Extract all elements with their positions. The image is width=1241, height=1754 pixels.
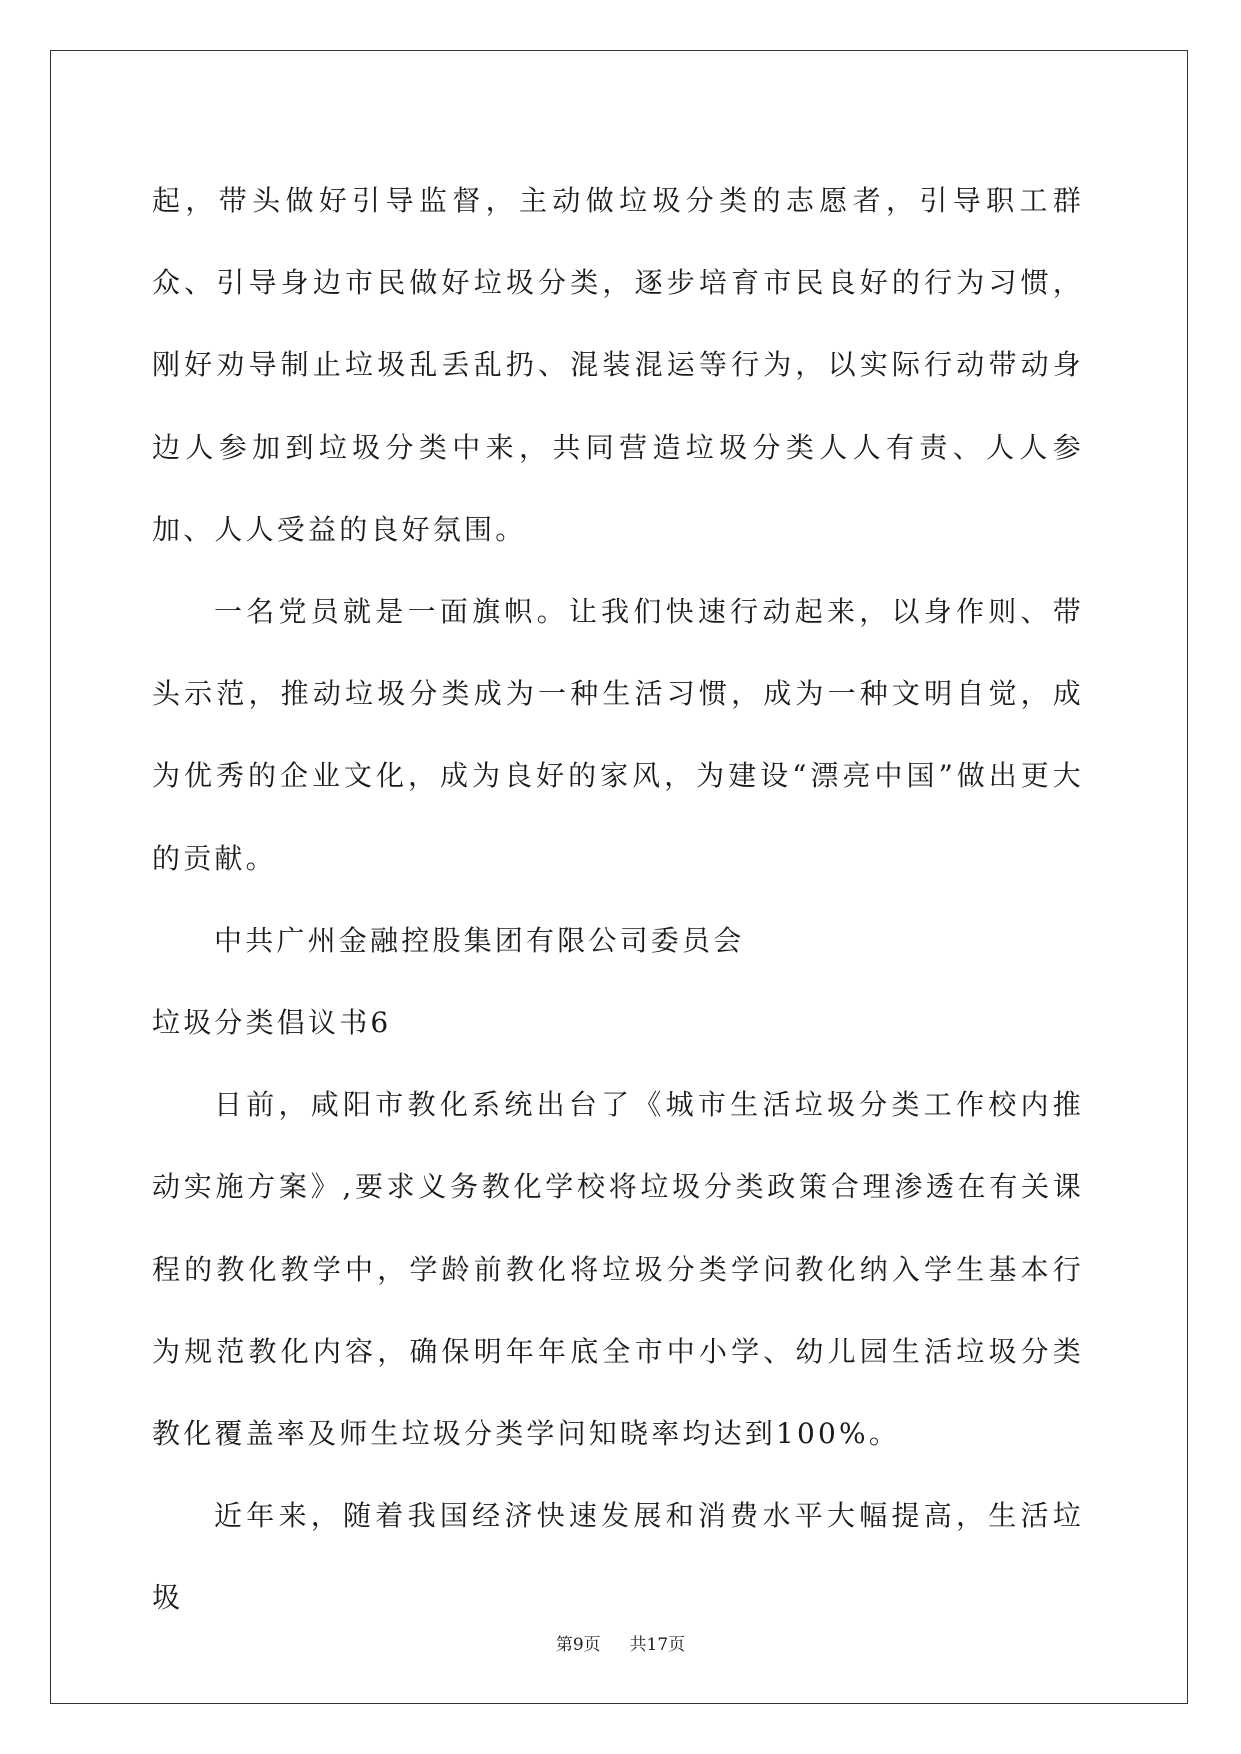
paragraph-continuation: 起，带头做好引导监督，主动做垃圾分类的志愿者，引导职工群众、引导身边市民做好垃圾分类，逐步培育市民良好的行为习惯，刚好劝导制止垃圾乱丢乱扔、混装混运等行为，以实际行动带动身边人参加到垃圾分类中来，共同营造垃圾分类人人有责、人人参加、人人受益的良好氛围。 [152, 184, 1084, 546]
paragraph-recent-years: 近年来，随着我国经济快速发展和消费水平大幅提高，生活垃圾 [152, 1499, 1084, 1615]
paragraph-announcement: 日前，咸阳市教化系统出台了《城市生活垃圾分类工作校内推动实施方案》,要求义务教化学校将垃圾分类政策合理渗透在有关课程的教化教学中，学龄前教化将垃圾分类学问教化纳入学生基本行为规范教化内容，确保明年年底全市中小学、幼儿园生活垃圾分类教化覆盖率及师生垃圾分类学问知晓率均达到100%。 [152, 1088, 1084, 1451]
section-heading: 垃圾分类倡议书6 [152, 1006, 392, 1040]
page-footer [0, 1630, 1241, 1655]
page-number: 第9页 [555, 1635, 601, 1655]
paragraph-flag: 一名党员就是一面旗帜。让我们快速行动起来，以身作则、带头示范，推动垃圾分类成为一种生活习惯，成为一种文明自觉，成为优秀的企业文化，成为良好的家风，为建设“漂亮中国”做出更大的贡献。 [152, 595, 1084, 875]
page-total: 共17页 [629, 1635, 686, 1655]
signature-organization: 中共广州金融控股集团有限公司委员会 [214, 923, 745, 957]
document-body [152, 160, 1084, 1640]
